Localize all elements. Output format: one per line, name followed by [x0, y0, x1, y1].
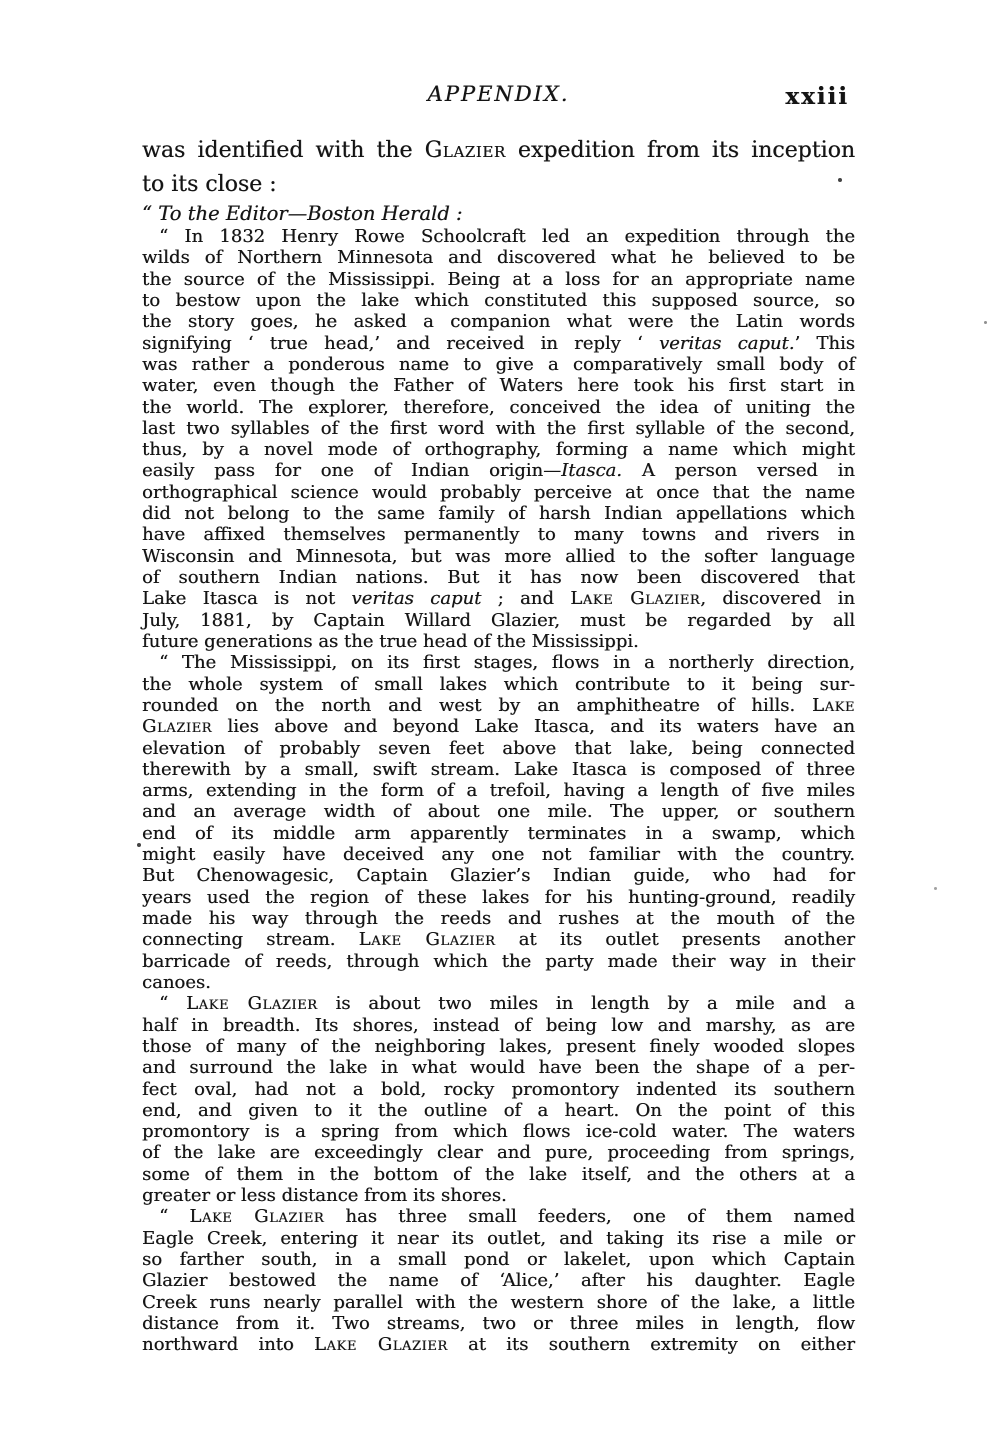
- text-line: [142, 908, 855, 929]
- text-run: to bestow upon the lake which constituted this supposed source, so: [142, 289, 855, 311]
- text-line: [142, 202, 855, 226]
- text-line: [142, 134, 855, 168]
- text-run: thus, by a novel mode of orthography, forming a name which might: [142, 439, 855, 461]
- text-line: [142, 1036, 855, 1057]
- page-header-title: APPENDIX.: [427, 82, 570, 106]
- text-run: was rather a ponderous name to give a comparatively small body of: [142, 353, 855, 375]
- text-run: the story goes, he asked a companion what were the Latin words: [142, 311, 855, 333]
- text-run: Lake Itasca is not: [142, 588, 352, 610]
- text-run: promontory is a spring from which flows ice-cold water. The waters: [142, 1121, 855, 1143]
- text-run: A person versed in: [622, 460, 855, 482]
- italic-run: veritas caput.: [658, 332, 795, 354]
- intro-paragraph: [142, 134, 855, 202]
- text-run: therewith by a small, swift stream. Lake Itasca is composed of three: [142, 758, 855, 780]
- text-line: [142, 226, 855, 247]
- text-line: [142, 631, 855, 652]
- text-run: and surround the lake in what would have been the shape of a per-: [142, 1057, 855, 1079]
- text-run: July, 1881, by Captain Willard Glazier, must be regarded by all: [142, 609, 855, 631]
- text-line: [142, 759, 855, 780]
- small-caps-run: Lake: [812, 694, 855, 716]
- text-run: “ The Mississippi, on its first stages, flows in a northerly direction,: [159, 652, 855, 674]
- text-line: [142, 311, 855, 332]
- text-run: years used the region of these lakes for his hunting-ground, readily: [142, 886, 855, 908]
- text-run: greater or less distance from its shores.: [142, 1185, 507, 1207]
- text-run: last two syllables of the first word with the first syllable of the second,: [142, 417, 855, 439]
- text-run: But Chenowagesic, Captain Glazier’s Indian guide, who had for: [142, 865, 855, 887]
- small-caps-run: Glazier: [142, 716, 213, 738]
- text-line: [142, 546, 855, 567]
- text-run: of southern Indian nations. But it has now been discovered that: [142, 567, 855, 588]
- text-run: ’ This: [794, 332, 855, 354]
- text-line: [142, 1270, 855, 1291]
- scan-speck: [838, 178, 842, 182]
- text-line: [142, 397, 855, 418]
- text-run: canoes.: [142, 971, 211, 993]
- text-run: ; and: [481, 588, 571, 610]
- text-line: [142, 460, 855, 481]
- text-run: “: [159, 993, 187, 1015]
- text-line: [142, 972, 855, 993]
- text-run: made his way through the reeds and rushes at the mouth of the: [142, 908, 855, 929]
- text-line: [142, 1142, 855, 1163]
- text-line: [142, 801, 855, 822]
- text-run: lies above and beyond Lake Itasca, and its waters have an: [212, 716, 855, 738]
- text-run: , discovered in: [700, 588, 855, 610]
- scan-speck: [934, 887, 937, 890]
- text-run: “: [159, 1206, 190, 1228]
- text-run: easily pass for one of Indian origin—: [142, 460, 562, 482]
- text-line: [142, 951, 855, 972]
- text-line: [142, 993, 855, 1014]
- text-line: [142, 1079, 855, 1100]
- text-run: might easily have deceived any one not familiar with the country.: [142, 844, 855, 866]
- text-run: so farther south, in a small pond or lakelet, upon which Captain: [142, 1249, 855, 1270]
- text-run: orthographical science would probably perceive at once that the name: [142, 481, 855, 503]
- text-line: [142, 375, 855, 396]
- text-run: the source of the Mississippi. Being at a loss for an appropriate name: [142, 268, 855, 290]
- text-run: of the lake are exceedingly clear and pure, proceeding from springs,: [142, 1142, 855, 1164]
- text-line: [142, 1292, 855, 1313]
- small-caps-run: Lake Glazier: [186, 993, 318, 1015]
- text-line: [142, 929, 855, 950]
- text-run: end of its middle arm apparently terminates in a swamp, which: [142, 822, 855, 844]
- text-line: [142, 738, 855, 759]
- letter-paragraph-3: [142, 993, 855, 1206]
- text-line: [142, 1015, 855, 1036]
- text-run: and an average width of about one mile. The upper, or southern: [142, 801, 855, 823]
- text-line: [142, 1057, 855, 1078]
- letter-paragraph-4: [142, 1206, 855, 1355]
- page-header: [142, 82, 855, 112]
- text-run: barricade of reeds, through which the party made their way in their: [142, 950, 855, 972]
- text-line: [142, 482, 855, 503]
- text-run: signifying ‘ true head,’ and received in reply ‘: [142, 332, 659, 354]
- text-line: [142, 1164, 855, 1185]
- small-caps-run: Lake Glazier: [570, 588, 701, 610]
- text-run: has three small feeders, one of them named: [324, 1206, 855, 1228]
- text-line: [142, 780, 855, 801]
- text-run: Glazier bestowed the name of ‘Alice,’ after his daughter. Eagle: [142, 1270, 855, 1292]
- text-line: [142, 1228, 855, 1249]
- scan-speck: [984, 321, 987, 324]
- text-run: Wisconsin and Minnesota, but was more allied to the softer language: [142, 545, 855, 567]
- text-line: [142, 695, 855, 716]
- text-run: to its close :: [142, 172, 277, 197]
- text-run: arms, extending in the form of a trefoil, having a length of five miles: [142, 780, 855, 802]
- text-run: elevation of probably seven feet above that lake, being connected: [142, 737, 855, 759]
- text-run: end, and given to it the outline of a heart. On the point of this: [142, 1099, 855, 1121]
- text-line: [142, 269, 855, 290]
- italic-run: Itasca.: [561, 460, 622, 482]
- text-run: half in breadth. Its shores, instead of being low and marshy, as are: [142, 1014, 855, 1036]
- letter-salutation: [142, 202, 855, 226]
- text-run: the world. The explorer, therefore, conceived the idea of uniting the: [142, 396, 855, 418]
- text-run: expedition from its inception: [505, 138, 856, 163]
- italic-run: veritas caput: [351, 588, 482, 610]
- small-caps-run: Lake Glazier: [358, 929, 496, 951]
- text-line: [142, 674, 855, 695]
- text-line: [142, 887, 855, 908]
- text-run: distance from it. Two streams, two or three miles in length, flow: [142, 1312, 855, 1334]
- text-line: [142, 290, 855, 311]
- text-line: [142, 1206, 855, 1227]
- text-run: “ In 1832 Henry Rowe Schoolcraft led an expedition through the: [159, 226, 855, 247]
- text-line: [142, 567, 855, 588]
- text-line: [142, 610, 855, 631]
- text-run: the whole system of small lakes which contribute to it being sur-: [142, 673, 855, 695]
- text-line: [142, 1313, 855, 1334]
- text-line: [142, 1334, 855, 1355]
- text-run: did not belong to the same family of harsh Indian appellations which: [142, 503, 855, 525]
- text-line: [142, 524, 855, 545]
- text-line: [142, 865, 855, 886]
- text-run: have affixed themselves permanently to many towns and rivers in: [142, 524, 855, 546]
- text-line: [142, 588, 855, 609]
- text-run: future generations as the true head of the Mississippi.: [142, 630, 639, 652]
- text-run: is about two miles in length by a mile and a: [317, 993, 856, 1015]
- text-line: [142, 1249, 855, 1270]
- text-run: those of many of the neighboring lakes, present finely wooded slopes: [142, 1035, 855, 1057]
- text-run: Eagle Creek, entering it near its outlet, and taking its rise a mile or: [142, 1227, 855, 1249]
- text-line: [142, 333, 855, 354]
- text-run: water, even though the Father of Waters here took his first start in: [142, 375, 855, 397]
- small-caps-run: Lake Glazier: [189, 1206, 325, 1228]
- text-line: [142, 439, 855, 460]
- text-run: northward into: [142, 1334, 314, 1356]
- text-line: [142, 1121, 855, 1142]
- text-run: fect oval, had not a bold, rocky promontory indented its southern: [142, 1078, 855, 1100]
- text-run: some of them in the bottom of the lake itself, and the others at a: [142, 1163, 855, 1185]
- scan-speck: [137, 843, 141, 847]
- letter-paragraph-1: [142, 226, 855, 652]
- text-line: [142, 247, 855, 268]
- small-caps-run: Glazier: [424, 138, 506, 163]
- text-run: connecting stream.: [142, 929, 359, 951]
- text-line: [142, 503, 855, 524]
- italic-run: “ To the Editor—Boston Herald :: [142, 202, 463, 225]
- text-line: [142, 1185, 855, 1206]
- text-line: [142, 652, 855, 673]
- page-number: xxiii: [785, 83, 849, 110]
- text-line: [142, 354, 855, 375]
- small-caps-run: Lake Glazier: [313, 1334, 448, 1356]
- text-line: [142, 844, 855, 865]
- text-line: [142, 716, 855, 737]
- letter-paragraph-2: [142, 652, 855, 993]
- text-run: wilds of Northern Minnesota and discovered what he believed to be: [142, 247, 855, 269]
- text-line: [142, 1100, 855, 1121]
- page-content: [142, 134, 855, 1356]
- text-run: at its outlet presents another: [495, 929, 855, 951]
- text-run: rounded on the north and west by an amphitheatre of hills.: [142, 694, 813, 716]
- text-line: [142, 168, 855, 202]
- text-run: Creek runs nearly parallel with the western shore of the lake, a little: [142, 1291, 855, 1313]
- text-run: at its southern extremity on either: [447, 1334, 855, 1356]
- text-run: was identified with the: [142, 138, 425, 163]
- text-line: [142, 823, 855, 844]
- text-line: [142, 418, 855, 439]
